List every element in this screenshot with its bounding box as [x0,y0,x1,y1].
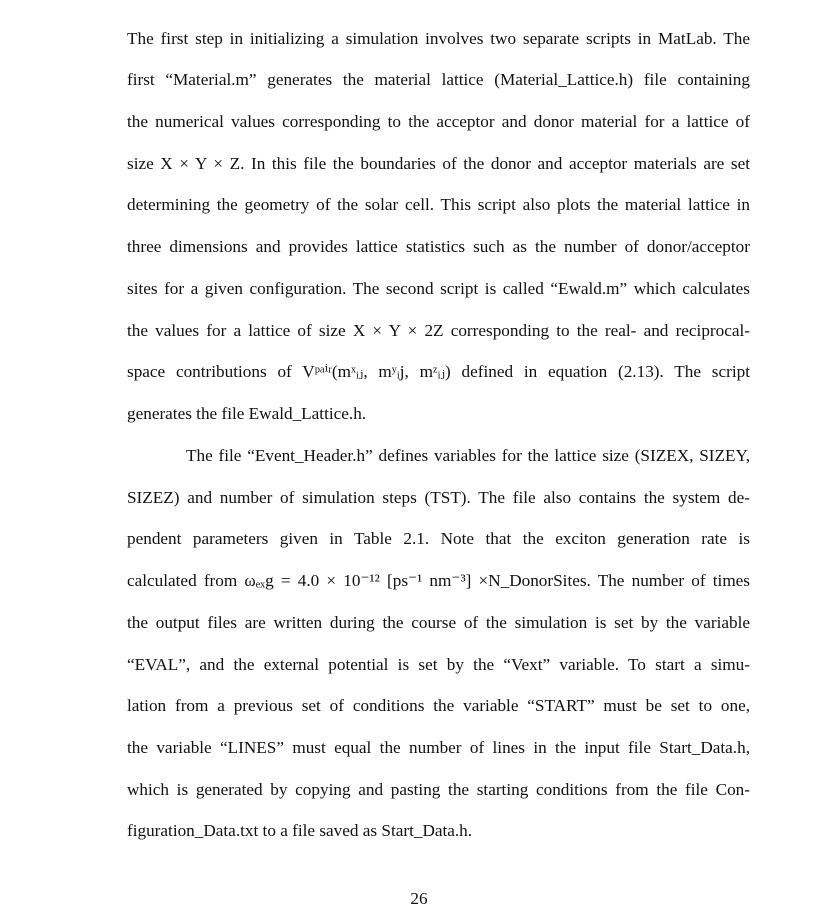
paragraph-2-line-2: SIZEZ) and number of simulation steps (TST). The file also contains the system de- [127,488,750,507]
paragraph-1-line-8: the values for a lattice of size X × Y × 2Z corresponding to the real- and reciprocal- [127,321,750,340]
paragraph-2-line-10: figuration_Data.txt to a file saved as Start_Data.h. [127,821,473,840]
paragraph-2-line-5: the output files are written during the course of the simulation is set by the variable [127,613,750,632]
paragraph-2-line-3: pendent parameters given in Table 2.1. Note that the exciton generation rate is [127,529,750,548]
paragraph-2-line-4: calculated from ωₑₓg = 4.0 × 10⁻¹² [ps⁻¹ nm⁻³] ×N_DonorSites. The number of times [127,571,750,590]
paragraph-1-line-2: first “Material.m” generates the material lattice (Material_Lattice.h) file containing [127,70,750,89]
paragraph-1-line-7: sites for a given configuration. The second script is called “Ewald.m” which calculates [127,279,750,298]
paragraph-2-line-8: the variable “LINES” must equal the number of lines in the input file Start_Data.h, [127,738,750,757]
paragraph-1-line-9: space contributions of Vᵖᵃⁱʳ(mˣᵢⱼ, mʸᵢj, mᶻᵢⱼ) defined in equation (2.13). The script [127,362,750,381]
paragraph-2-line-1: The file “Event_Header.h” defines variables for the lattice size (SIZEX, SIZEY, [186,446,750,465]
paragraph-2-line-7: lation from a previous set of conditions the variable “START” must be set to one, [127,696,750,715]
paragraph-2-line-6: “EVAL”, and the external potential is set by the “Vext” variable. To start a simu- [127,655,750,674]
paragraph-1-line-3: the numerical values corresponding to the acceptor and donor material for a lattice of [127,112,750,131]
paragraph-1-line-5: determining the geometry of the solar cell. This script also plots the material lattice in [127,195,750,214]
paragraph-1-line-6: three dimensions and provides lattice statistics such as the number of donor/acceptor [127,237,750,256]
paragraph-1-line-10: generates the file Ewald_Lattice.h. [127,404,367,423]
paragraph-1-line-1: The first step in initializing a simulation involves two separate scripts in MatLab. The [127,29,750,48]
paragraph-2-line-9: which is generated by copying and pasting the starting conditions from the file Con- [127,780,750,799]
page-number: 26 [410,889,428,908]
paragraph-1-line-4: size X × Y × Z. In this file the boundaries of the donor and acceptor materials are set [127,154,750,173]
